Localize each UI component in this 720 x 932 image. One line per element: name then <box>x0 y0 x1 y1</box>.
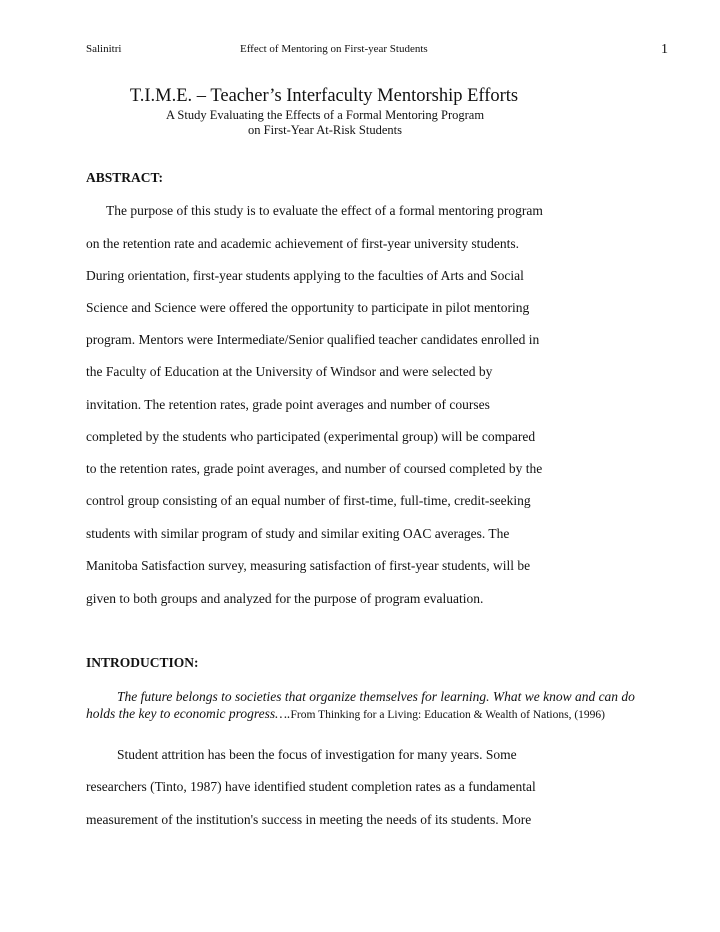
quote-source: From Thinking for a Living: Education & Wealth of Nations, (1996) <box>290 709 606 721</box>
intro-line: researchers (Tinto, 1987) have identified student completion rates as a fundamental <box>86 779 536 794</box>
abstract-line: students with similar program of study and similar exiting OAC averages. The <box>86 526 510 541</box>
introduction-heading: INTRODUCTION: <box>86 655 199 670</box>
abstract-line: control group consisting of an equal number of first-time, full-time, credit-seeking <box>86 493 531 508</box>
header-running-title: Effect of Mentoring on First-year Students <box>240 43 428 55</box>
intro-line: measurement of the institution's success in meeting the needs of its students. More <box>86 812 532 827</box>
page-number: 1 <box>661 42 668 57</box>
epigraph-quote <box>86 688 666 724</box>
subtitle-line-2: on First-Year At-Risk Students <box>248 123 402 137</box>
abstract-line: completed by the students who participated (experimental group) will be compared <box>86 429 536 444</box>
abstract-line: invitation. The retention rates, grade point averages and number of courses <box>86 397 490 412</box>
quote-text: The future belongs to societies that organize themselves for learning. What we know and can do holds the key to economic progress…. <box>86 689 635 721</box>
header-author: Salinitri <box>86 43 122 55</box>
abstract-heading: ABSTRACT: <box>86 170 164 185</box>
abstract-line: to the retention rates, grade point averages, and number of coursed completed by the <box>86 461 543 476</box>
document-title: T.I.M.E. – Teacher’s Interfaculty Mentorship Efforts <box>129 86 519 106</box>
abstract-line: During orientation, first-year students applying to the faculties of Arts and Social <box>86 268 524 283</box>
abstract-line: Science and Science were offered the opportunity to participate in pilot mentoring <box>86 300 530 315</box>
abstract-line: the Faculty of Education at the University of Windsor and were selected by <box>86 364 493 379</box>
abstract-line: on the retention rate and academic achievement of first-year university students. <box>86 236 519 251</box>
abstract-line: program. Mentors were Intermediate/Senior qualified teacher candidates enrolled in <box>86 332 540 347</box>
abstract-line: The purpose of this study is to evaluate the effect of a formal mentoring program <box>106 203 543 218</box>
abstract-line: given to both groups and analyzed for the purpose of program evaluation. <box>86 591 484 606</box>
intro-line: Student attrition has been the focus of investigation for many years. Some <box>117 747 517 762</box>
abstract-line: Manitoba Satisfaction survey, measuring satisfaction of first-year students, will be <box>86 558 531 573</box>
subtitle-line-1: A Study Evaluating the Effects of a Formal Mentoring Program <box>165 108 485 122</box>
